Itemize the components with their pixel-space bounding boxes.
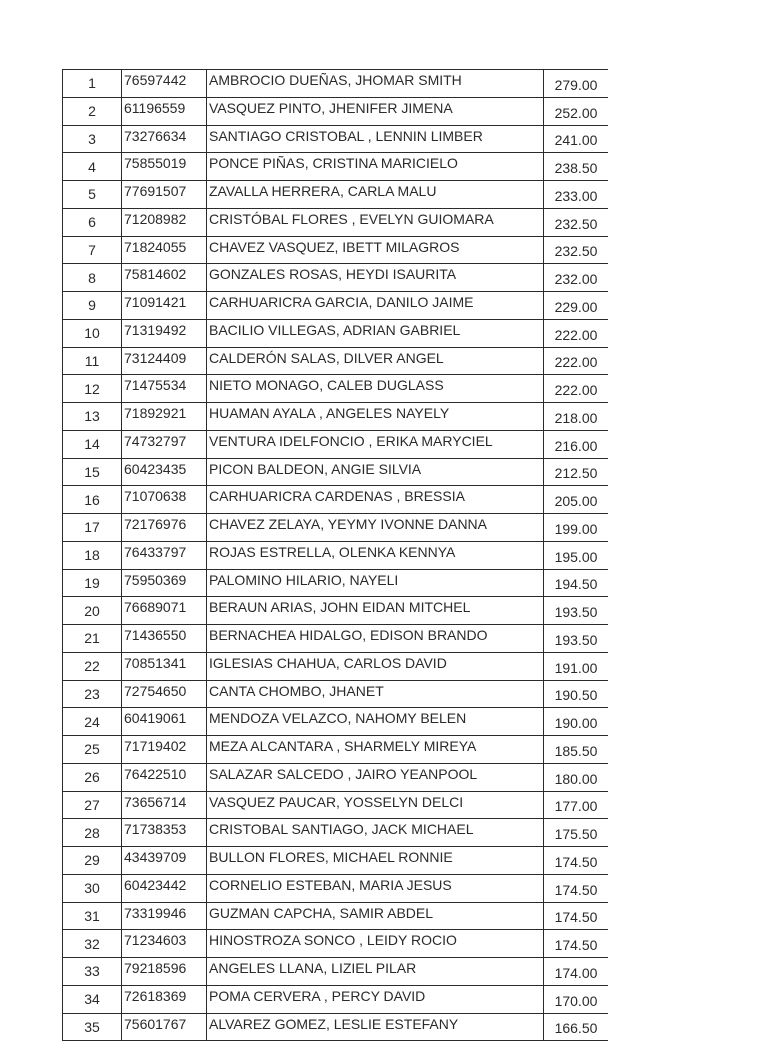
dni-cell: 60419061 <box>122 708 207 736</box>
dni-cell: 71208982 <box>122 208 207 236</box>
full-name-cell: ALVAREZ GOMEZ, LESLIE ESTEFANY <box>207 1013 544 1041</box>
row-number-cell: 25 <box>63 736 122 764</box>
row-number-cell: 7 <box>63 236 122 264</box>
dni-cell: 61196559 <box>122 97 207 125</box>
score-cell: 166.50 <box>544 1013 609 1041</box>
row-number-cell: 11 <box>63 347 122 375</box>
table-row <box>63 791 609 819</box>
dni-cell: 76433797 <box>122 541 207 569</box>
score-cell: 222.00 <box>544 347 609 375</box>
dni-cell: 71738353 <box>122 819 207 847</box>
row-number-cell: 29 <box>63 847 122 875</box>
dni-cell: 60423435 <box>122 458 207 486</box>
score-cell: 177.00 <box>544 791 609 819</box>
results-table <box>62 69 608 1041</box>
full-name-cell: CORNELIO ESTEBAN, MARIA JESUS <box>207 874 544 902</box>
score-cell: 222.00 <box>544 319 609 347</box>
dni-cell: 76422510 <box>122 763 207 791</box>
dni-cell: 71436550 <box>122 625 207 653</box>
table-row <box>63 153 609 181</box>
table-row <box>63 958 609 986</box>
full-name-cell: ANGELES LLANA, LIZIEL PILAR <box>207 958 544 986</box>
full-name-cell: CRISTOBAL SANTIAGO, JACK MICHAEL <box>207 819 544 847</box>
dni-cell: 72176976 <box>122 514 207 542</box>
table-row <box>63 486 609 514</box>
full-name-cell: IGLESIAS CHAHUA, CARLOS DAVID <box>207 652 544 680</box>
dni-cell: 73319946 <box>122 902 207 930</box>
full-name-cell: AMBROCIO DUEÑAS, JHOMAR SMITH <box>207 70 544 98</box>
score-cell: 232.00 <box>544 264 609 292</box>
table-row <box>63 181 609 209</box>
full-name-cell: CARHUARICRA CARDENAS , BRESSIA <box>207 486 544 514</box>
dni-cell: 75814602 <box>122 264 207 292</box>
table-row <box>63 430 609 458</box>
full-name-cell: GONZALES ROSAS, HEYDI ISAURITA <box>207 264 544 292</box>
score-cell: 195.00 <box>544 541 609 569</box>
score-cell: 174.50 <box>544 902 609 930</box>
dni-cell: 73124409 <box>122 347 207 375</box>
row-number-cell: 33 <box>63 958 122 986</box>
row-number-cell: 10 <box>63 319 122 347</box>
full-name-cell: MENDOZA VELAZCO, NAHOMY BELEN <box>207 708 544 736</box>
score-cell: 174.50 <box>544 930 609 958</box>
row-number-cell: 18 <box>63 541 122 569</box>
row-number-cell: 35 <box>63 1013 122 1041</box>
table-row <box>63 985 609 1013</box>
row-number-cell: 32 <box>63 930 122 958</box>
full-name-cell: BACILIO VILLEGAS, ADRIAN GABRIEL <box>207 319 544 347</box>
table-row <box>63 458 609 486</box>
dni-cell: 73276634 <box>122 125 207 153</box>
table-row <box>63 736 609 764</box>
full-name-cell: ROJAS ESTRELLA, OLENKA KENNYA <box>207 541 544 569</box>
dni-cell: 70851341 <box>122 652 207 680</box>
dni-cell: 72754650 <box>122 680 207 708</box>
dni-cell: 71070638 <box>122 486 207 514</box>
score-cell: 194.50 <box>544 569 609 597</box>
row-number-cell: 9 <box>63 292 122 320</box>
score-cell: 212.50 <box>544 458 609 486</box>
score-cell: 190.50 <box>544 680 609 708</box>
dni-cell: 77691507 <box>122 181 207 209</box>
full-name-cell: HUAMAN AYALA , ANGELES NAYELY <box>207 403 544 431</box>
full-name-cell: CHAVEZ ZELAYA, YEYMY IVONNE DANNA <box>207 514 544 542</box>
table-row <box>63 763 609 791</box>
row-number-cell: 6 <box>63 208 122 236</box>
row-number-cell: 5 <box>63 181 122 209</box>
score-cell: 199.00 <box>544 514 609 542</box>
row-number-cell: 14 <box>63 430 122 458</box>
score-cell: 180.00 <box>544 763 609 791</box>
score-cell: 216.00 <box>544 430 609 458</box>
dni-cell: 73656714 <box>122 791 207 819</box>
score-cell: 191.00 <box>544 652 609 680</box>
dni-cell: 72618369 <box>122 985 207 1013</box>
dni-cell: 71234603 <box>122 930 207 958</box>
table-row <box>63 70 609 98</box>
dni-cell: 74732797 <box>122 430 207 458</box>
score-cell: 174.50 <box>544 847 609 875</box>
score-cell: 229.00 <box>544 292 609 320</box>
score-cell: 233.00 <box>544 181 609 209</box>
table-row <box>63 264 609 292</box>
dni-cell: 75601767 <box>122 1013 207 1041</box>
full-name-cell: ZAVALLA HERRERA, CARLA MALU <box>207 181 544 209</box>
table-row <box>63 874 609 902</box>
score-cell: 174.50 <box>544 874 609 902</box>
row-number-cell: 23 <box>63 680 122 708</box>
full-name-cell: BULLON FLORES, MICHAEL RONNIE <box>207 847 544 875</box>
dni-cell: 71091421 <box>122 292 207 320</box>
table-row <box>63 403 609 431</box>
row-number-cell: 3 <box>63 125 122 153</box>
full-name-cell: PALOMINO HILARIO, NAYELI <box>207 569 544 597</box>
row-number-cell: 12 <box>63 375 122 403</box>
table-row <box>63 1013 609 1041</box>
table-row <box>63 930 609 958</box>
row-number-cell: 26 <box>63 763 122 791</box>
score-cell: 174.00 <box>544 958 609 986</box>
dni-cell: 60423442 <box>122 874 207 902</box>
dni-cell: 76689071 <box>122 597 207 625</box>
table-row <box>63 708 609 736</box>
full-name-cell: SALAZAR SALCEDO , JAIRO YEANPOOL <box>207 763 544 791</box>
score-cell: 238.50 <box>544 153 609 181</box>
row-number-cell: 27 <box>63 791 122 819</box>
row-number-cell: 22 <box>63 652 122 680</box>
row-number-cell: 28 <box>63 819 122 847</box>
score-cell: 190.00 <box>544 708 609 736</box>
row-number-cell: 16 <box>63 486 122 514</box>
table-row <box>63 319 609 347</box>
row-number-cell: 1 <box>63 70 122 98</box>
full-name-cell: CALDERÓN SALAS, DILVER ANGEL <box>207 347 544 375</box>
score-cell: 175.50 <box>544 819 609 847</box>
score-cell: 232.50 <box>544 208 609 236</box>
full-name-cell: PICON BALDEON, ANGIE SILVIA <box>207 458 544 486</box>
score-cell: 185.50 <box>544 736 609 764</box>
table-row <box>63 847 609 875</box>
dni-cell: 71719402 <box>122 736 207 764</box>
table-row <box>63 236 609 264</box>
table-row <box>63 652 609 680</box>
score-cell: 279.00 <box>544 70 609 98</box>
dni-cell: 71475534 <box>122 375 207 403</box>
full-name-cell: BERAUN ARIAS, JOHN EIDAN MITCHEL <box>207 597 544 625</box>
full-name-cell: CARHUARICRA GARCIA, DANILO JAIME <box>207 292 544 320</box>
table-row <box>63 375 609 403</box>
dni-cell: 71892921 <box>122 403 207 431</box>
full-name-cell: CRISTÓBAL FLORES , EVELYN GUIOMARA <box>207 208 544 236</box>
full-name-cell: VASQUEZ PAUCAR, YOSSELYN DELCI <box>207 791 544 819</box>
dni-cell: 71824055 <box>122 236 207 264</box>
row-number-cell: 19 <box>63 569 122 597</box>
row-number-cell: 17 <box>63 514 122 542</box>
full-name-cell: NIETO MONAGO, CALEB DUGLASS <box>207 375 544 403</box>
table-row <box>63 902 609 930</box>
table-row <box>63 97 609 125</box>
full-name-cell: BERNACHEA HIDALGO, EDISON BRANDO <box>207 625 544 653</box>
full-name-cell: CANTA CHOMBO, JHANET <box>207 680 544 708</box>
score-cell: 193.50 <box>544 625 609 653</box>
full-name-cell: MEZA ALCANTARA , SHARMELY MIREYA <box>207 736 544 764</box>
full-name-cell: HINOSTROZA SONCO , LEIDY ROCIO <box>207 930 544 958</box>
score-cell: 222.00 <box>544 375 609 403</box>
score-cell: 252.00 <box>544 97 609 125</box>
dni-cell: 76597442 <box>122 70 207 98</box>
row-number-cell: 4 <box>63 153 122 181</box>
dni-cell: 79218596 <box>122 958 207 986</box>
table-row <box>63 597 609 625</box>
row-number-cell: 31 <box>63 902 122 930</box>
full-name-cell: SANTIAGO CRISTOBAL , LENNIN LIMBER <box>207 125 544 153</box>
row-number-cell: 24 <box>63 708 122 736</box>
table-row <box>63 680 609 708</box>
score-cell: 241.00 <box>544 125 609 153</box>
full-name-cell: VENTURA IDELFONCIO , ERIKA MARYCIEL <box>207 430 544 458</box>
table-row <box>63 292 609 320</box>
full-name-cell: CHAVEZ VASQUEZ, IBETT MILAGROS <box>207 236 544 264</box>
score-cell: 205.00 <box>544 486 609 514</box>
results-table-body <box>63 70 609 1041</box>
row-number-cell: 15 <box>63 458 122 486</box>
table-row <box>63 125 609 153</box>
row-number-cell: 2 <box>63 97 122 125</box>
dni-cell: 43439709 <box>122 847 207 875</box>
full-name-cell: PONCE PIÑAS, CRISTINA MARICIELO <box>207 153 544 181</box>
table-row <box>63 208 609 236</box>
table-row <box>63 347 609 375</box>
row-number-cell: 20 <box>63 597 122 625</box>
row-number-cell: 30 <box>63 874 122 902</box>
row-number-cell: 34 <box>63 985 122 1013</box>
table-row <box>63 625 609 653</box>
score-cell: 232.50 <box>544 236 609 264</box>
row-number-cell: 13 <box>63 403 122 431</box>
dni-cell: 71319492 <box>122 319 207 347</box>
score-cell: 218.00 <box>544 403 609 431</box>
table-row <box>63 819 609 847</box>
full-name-cell: GUZMAN CAPCHA, SAMIR ABDEL <box>207 902 544 930</box>
row-number-cell: 8 <box>63 264 122 292</box>
table-row <box>63 569 609 597</box>
dni-cell: 75950369 <box>122 569 207 597</box>
full-name-cell: POMA CERVERA , PERCY DAVID <box>207 985 544 1013</box>
score-cell: 170.00 <box>544 985 609 1013</box>
dni-cell: 75855019 <box>122 153 207 181</box>
table-row <box>63 541 609 569</box>
full-name-cell: VASQUEZ PINTO, JHENIFER JIMENA <box>207 97 544 125</box>
row-number-cell: 21 <box>63 625 122 653</box>
table-row <box>63 514 609 542</box>
score-cell: 193.50 <box>544 597 609 625</box>
